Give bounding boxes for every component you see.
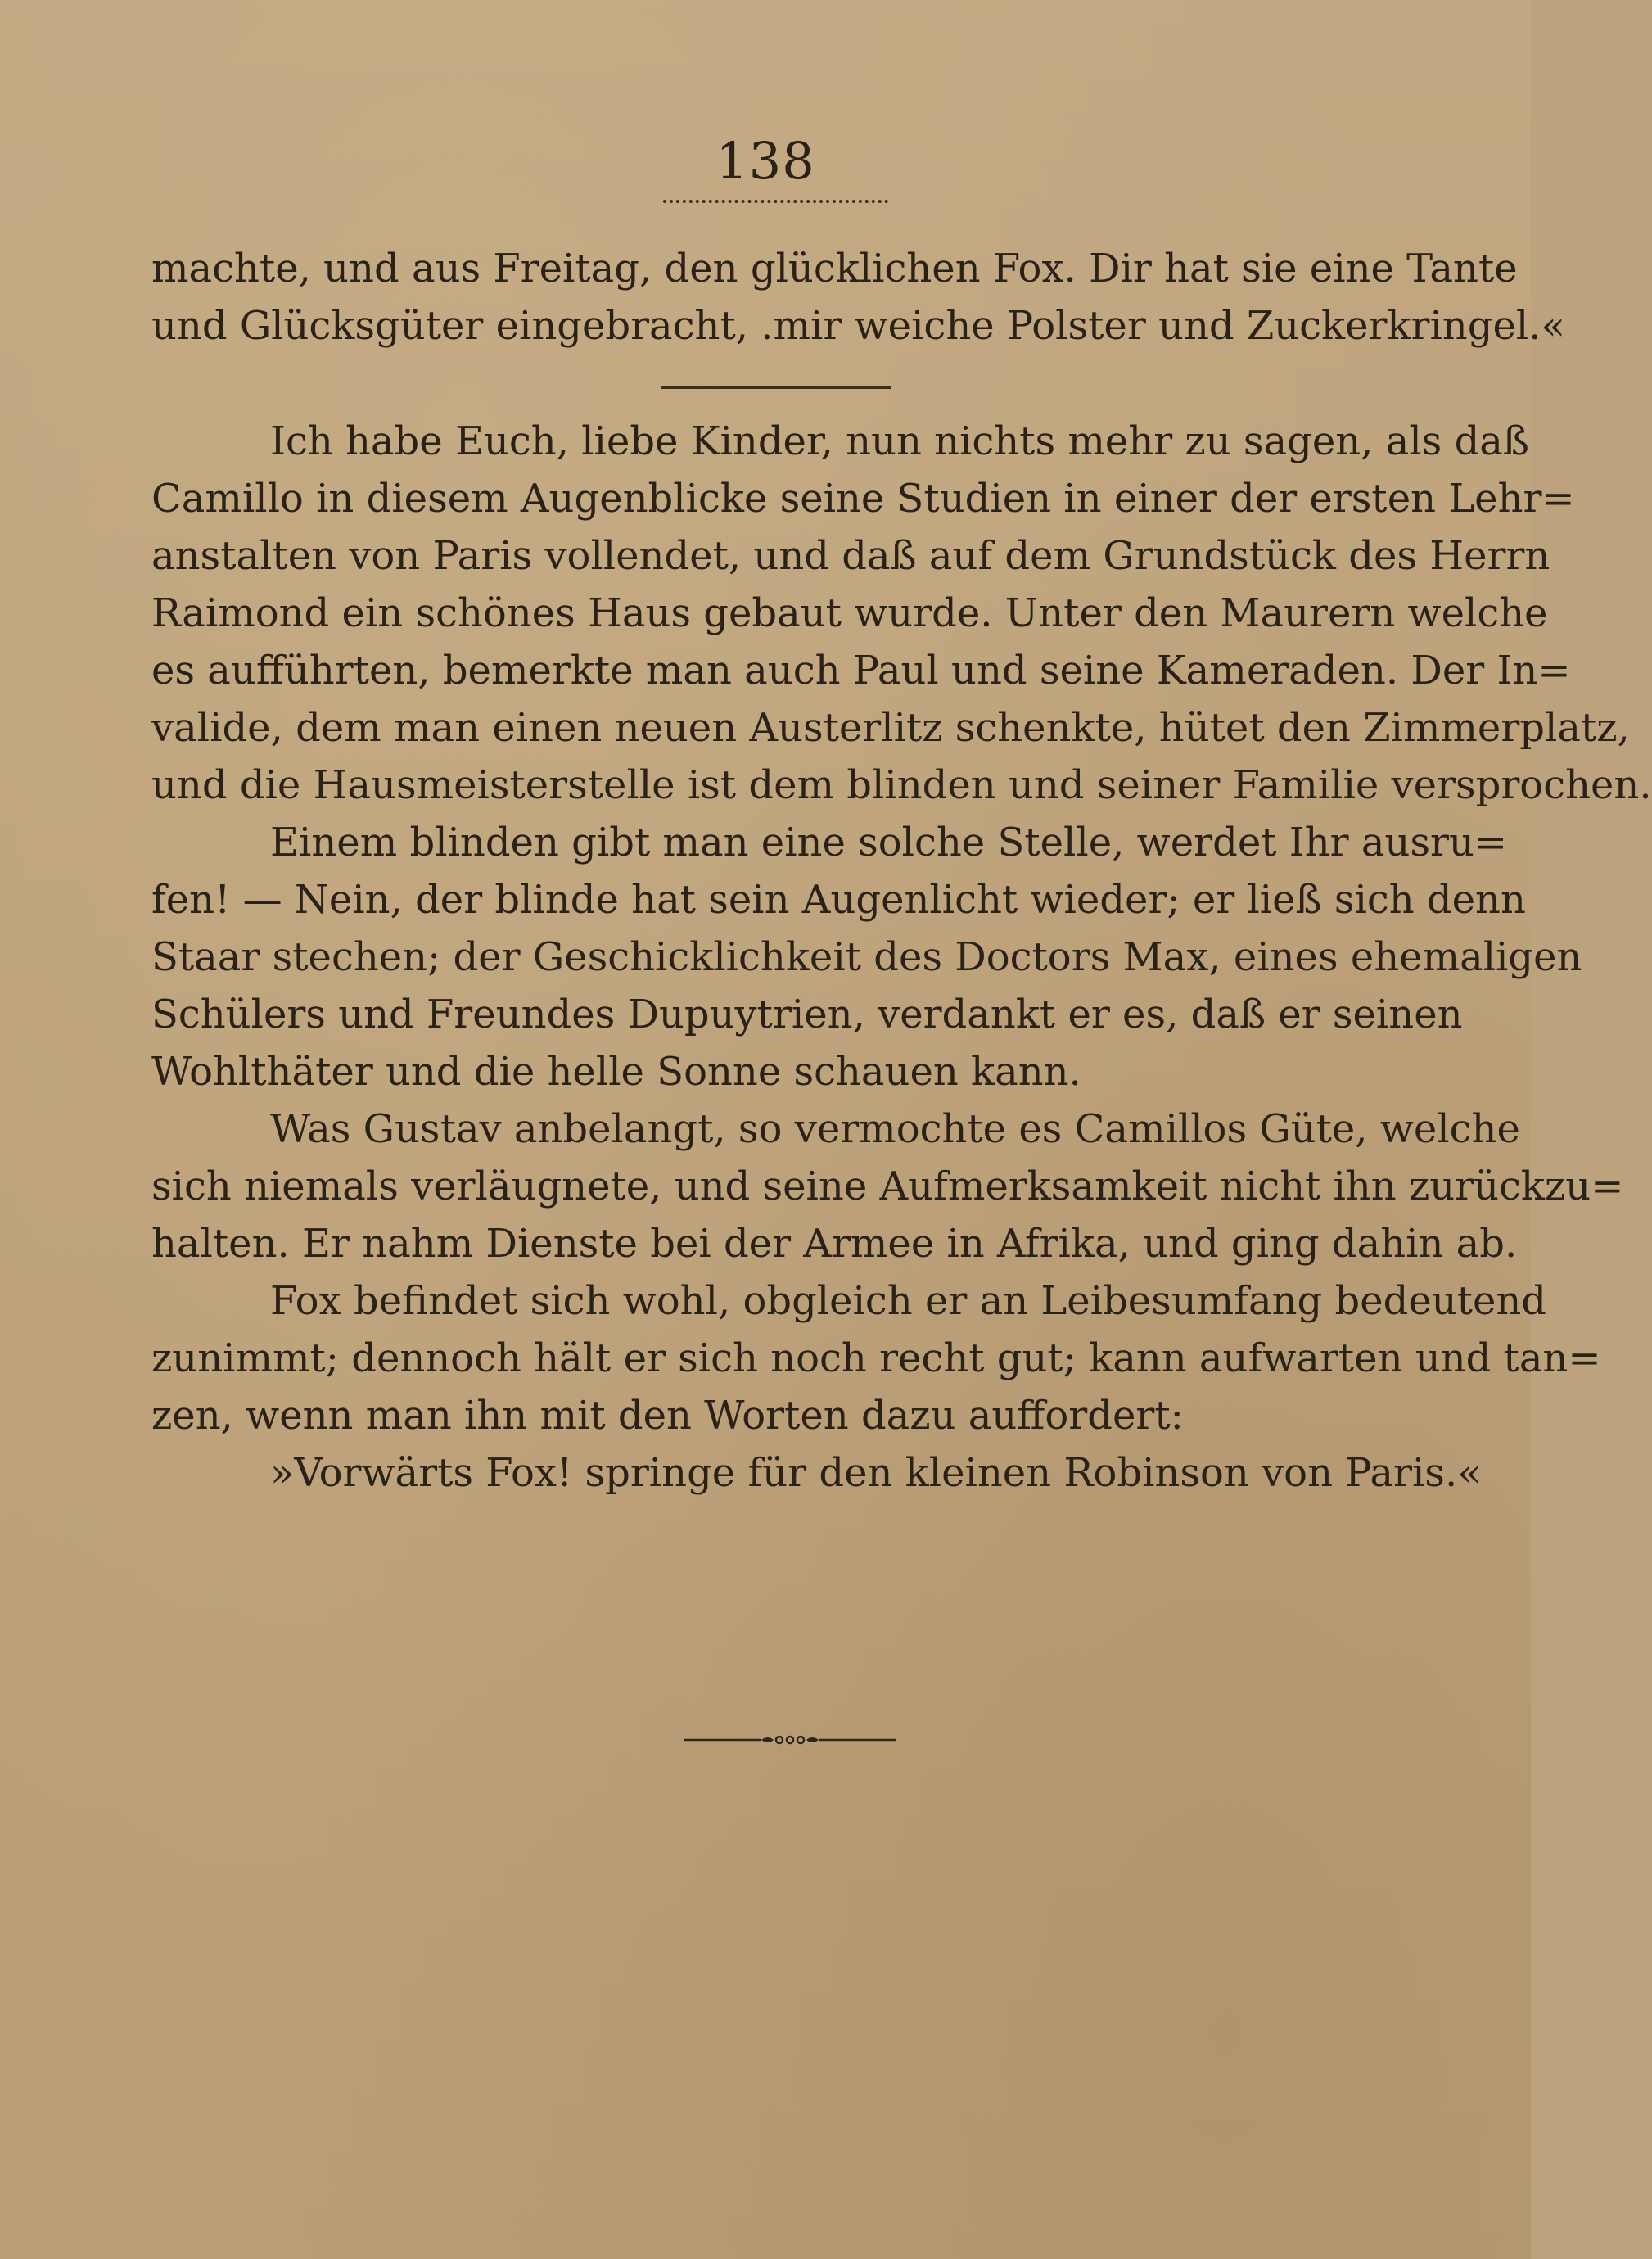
text-line: es aufführten, bemerkte man auch Paul und seine Kameraden. Der In=	[151, 648, 1571, 694]
text-line: Einem blinden gibt man eine solche Stelle, werdet Ihr ausru=	[270, 820, 1508, 865]
page-number: 138	[715, 131, 815, 191]
text-line: sich niemals verläugnete, und seine Aufmerksamkeit nicht ihn zurückzu=	[151, 1163, 1624, 1209]
text-line: zen, wenn man ihn mit den Worten dazu auffordert:	[151, 1393, 1184, 1439]
text-line: zunimmt; dennoch hält er sich noch recht gut; kann aufwarten und tan=	[151, 1335, 1601, 1381]
text-line: machte, und aus Freitag, den glücklichen Fox. Dir hat sie eine Tante	[151, 246, 1518, 291]
section-divider	[661, 386, 891, 389]
text-line: anstalten von Paris vollendet, und daß auf dem Grundstück des Herrn	[151, 533, 1550, 579]
text-line: Schülers und Freundes Dupuytrien, verdankt er es, daß er seinen	[151, 992, 1463, 1037]
text-line: fen! — Nein, der blinde hat sein Augenlicht wieder; er ließ sich denn	[151, 877, 1526, 923]
text-line: und Glücksgüter eingebracht, .mir weiche Polster und Zuckerkringel.«	[151, 303, 1565, 349]
text-line: Camillo in diesem Augenblicke seine Studien in einer der ersten Lehr=	[151, 476, 1575, 522]
text-line: Staar stechen; der Geschicklichkeit des Doctors Max, eines ehemaligen	[151, 934, 1582, 980]
text-line: Raimond ein schönes Haus gebaut wurde. Unter den Maurern welche	[151, 590, 1548, 636]
text-line: und die Hausmeisterstelle ist dem blinden und seiner Familie versprochen.	[151, 762, 1652, 808]
text-line: halten. Er nahm Dienste bei der Armee in Afrika, und ging dahin ab.	[151, 1221, 1518, 1267]
text-line: valide, dem man einen neuen Austerlitz schenkte, hütet den Zimmerplatz,	[151, 705, 1630, 751]
text-line: »Vorwärts Fox! springe für den kleinen Robinson von Paris.«	[270, 1450, 1482, 1496]
page-number-rule	[663, 200, 888, 203]
text-line: Was Gustav anbelangt, so vermochte es Camillos Güte, welche	[270, 1106, 1520, 1152]
text-line: Wohlthäter und die helle Sonne schauen kann.	[151, 1049, 1081, 1095]
text-line: Fox befindet sich wohl, obgleich er an Leibesumfang bedeutend	[270, 1278, 1546, 1324]
text-line: Ich habe Euch, liebe Kinder, nun nichts mehr zu sagen, als daß	[270, 418, 1529, 464]
end-ornament	[684, 1728, 896, 1752]
